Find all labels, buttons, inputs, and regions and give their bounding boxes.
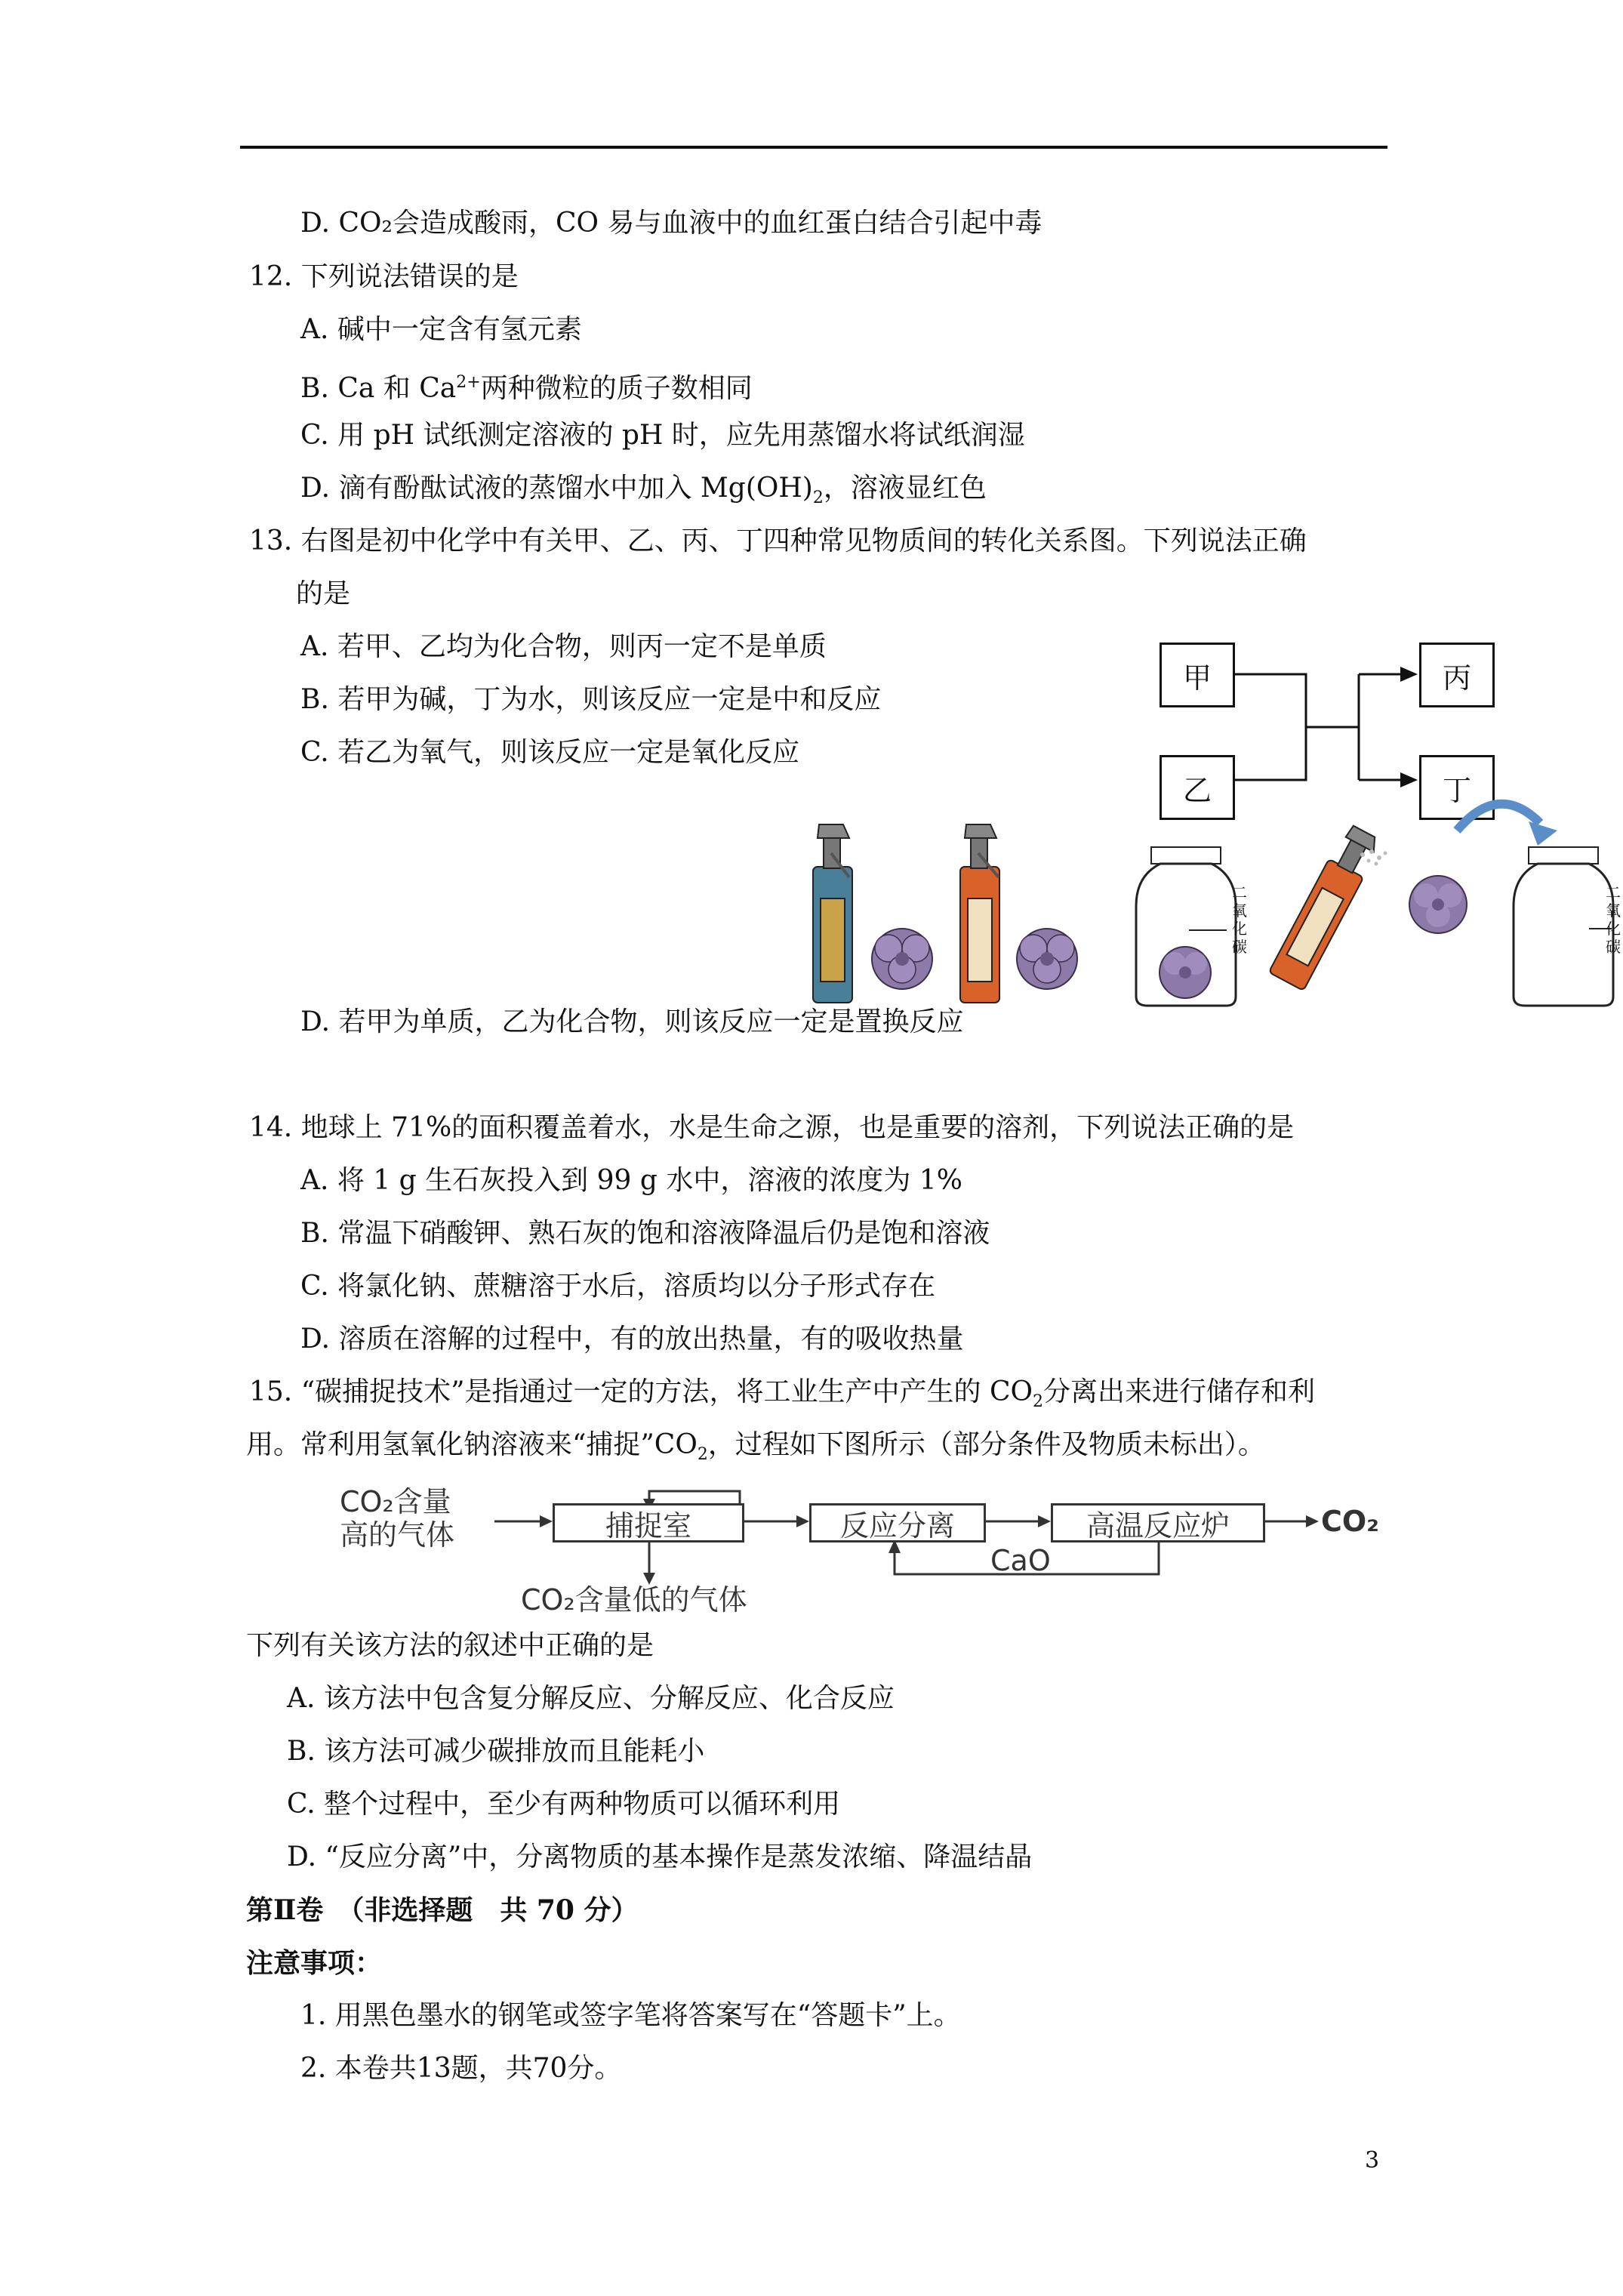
- q15-option-a: A. 该方法中包含复分解反应、分解反应、化合反应: [287, 1683, 895, 1714]
- flower-icon: [872, 929, 932, 989]
- flow-input-line1: CO₂含量: [340, 1485, 451, 1518]
- q13-stem-line2: 的是: [296, 578, 351, 609]
- header-rule: [240, 146, 1387, 149]
- q14-option-c: C. 将氯化钠、蔗糖溶于水后，溶质均以分子形式存在: [300, 1271, 936, 1302]
- curved-arrow-icon: [1457, 804, 1557, 846]
- q14-stem: 14. 地球上 71%的面积覆盖着水，水是生命之源，也是重要的溶剂，下列说法正确的是: [249, 1112, 1295, 1143]
- q15-option-b: B. 该方法可减少碳排放而且能耗小: [287, 1736, 705, 1767]
- jar2-label: 二氧化碳: [1606, 883, 1621, 956]
- q12-option-c: C. 用 pH 试纸测定溶液的 pH 时，应先用蒸馏水将试纸润湿: [300, 420, 1025, 451]
- spray-bottle-icon: [813, 824, 852, 1003]
- part2-title: 第Ⅱ卷 （非选择题 共 70 分）: [246, 1894, 639, 1926]
- q13-relation-diagram: [1147, 630, 1510, 807]
- q15-option-c: C. 整个过程中，至少有两种物质可以循环利用: [287, 1789, 841, 1820]
- flow-low-gas: CO₂含量低的气体: [521, 1583, 747, 1616]
- flow-recycle-label: CaO: [990, 1544, 1051, 1577]
- flow-capture-chamber: 捕捉室: [553, 1503, 744, 1542]
- page-number: 3: [1365, 2147, 1380, 2174]
- q15-stem-line1: 15. “碳捕捉技术”是指通过一定的方法，将工业生产中产生的 $CO_2$分离出来进行储存和利: [249, 1376, 1316, 1412]
- experiment-drawing: [804, 808, 1623, 1012]
- q12-option-d: D. 滴有酚酞试液的蒸馏水中加入 $Mg(OH)_2$，溶液显红色: [300, 473, 987, 508]
- q13-option-c: C. 若乙为氧气，则该反应一定是氧化反应: [300, 737, 800, 768]
- q15-stem-line2: 用。常利用氢氧化钠溶液来“捕捉$”CO_2$，过程如下图所示（部分条件及物质未标出）。: [246, 1429, 1265, 1465]
- box-ding: 丁: [1419, 755, 1495, 820]
- box-bing: 丙: [1419, 643, 1495, 707]
- q15-option-d: D. “反应分离”中，分离物质的基本操作是蒸发浓缩、降温结晶: [287, 1841, 1033, 1872]
- q14-option-d: D. 溶质在溶解的过程中，有的放出热量，有的吸收热量: [300, 1324, 964, 1354]
- box-yi: 乙: [1160, 755, 1235, 820]
- experiment-illustration: [804, 808, 1623, 1012]
- notice-heading: 注意事项：: [246, 1947, 383, 1979]
- q13-option-b: B. 若甲为碱，丁为水，则该反应一定是中和反应: [300, 684, 882, 715]
- flower-icon: [1017, 929, 1077, 989]
- q13-option-d: D. 若甲为单质，乙为化合物，则该反应一定是置换反应: [300, 1006, 964, 1037]
- gas-jar-icon: [1136, 847, 1236, 1006]
- q12-option-b: B. Ca 和 $Ca^{2+}$两种微粒的质子数相同: [300, 373, 753, 404]
- q13-stem-line1: 13. 右图是初中化学中有关甲、乙、丙、丁四种常见物质间的转化关系图。下列说法正确: [249, 525, 1307, 556]
- flow-reaction-separation: 反应分离: [809, 1503, 986, 1542]
- q15-flow-diagram: [340, 1484, 1397, 1620]
- q15-ask: 下列有关该方法的叙述中正确的是: [246, 1630, 654, 1661]
- q12-option-a: A. 碱中一定含有氢元素: [300, 314, 582, 345]
- q14-option-a: A. 将 1 g 生石灰投入到 99 g 水中，溶液的浓度为 1%: [300, 1165, 962, 1196]
- flow-output: CO₂: [1321, 1505, 1379, 1538]
- flower-icon: [1409, 876, 1467, 933]
- flow-high-temp-furnace: 高温反应炉: [1051, 1503, 1265, 1542]
- box-jia: 甲: [1160, 643, 1235, 707]
- q14-option-b: B. 常温下硝酸钾、熟石灰的饱和溶液降温后仍是饱和溶液: [300, 1218, 990, 1249]
- jar1-label: 二氧化碳: [1232, 883, 1247, 956]
- spray-bottle-icon: [1269, 823, 1383, 991]
- notice-item-2: 2. 本卷共13题，共70分。: [300, 2053, 622, 2084]
- notice-item-1: 1. 用黑色墨水的钢笔或签字笔将答案写在“答题卡”上。: [300, 2000, 961, 2031]
- gas-jar-icon: [1514, 847, 1613, 1006]
- spray-bottle-icon: [960, 824, 999, 1003]
- flow-input-line2: 高的气体: [340, 1518, 455, 1552]
- q12-stem: 12. 下列说法错误的是: [249, 261, 519, 292]
- q11-option-d: D. CO₂会造成酸雨，CO 易与血液中的血红蛋白结合引起中毒: [300, 208, 1042, 239]
- q13-option-a: A. 若甲、乙均为化合物，则丙一定不是单质: [300, 631, 827, 662]
